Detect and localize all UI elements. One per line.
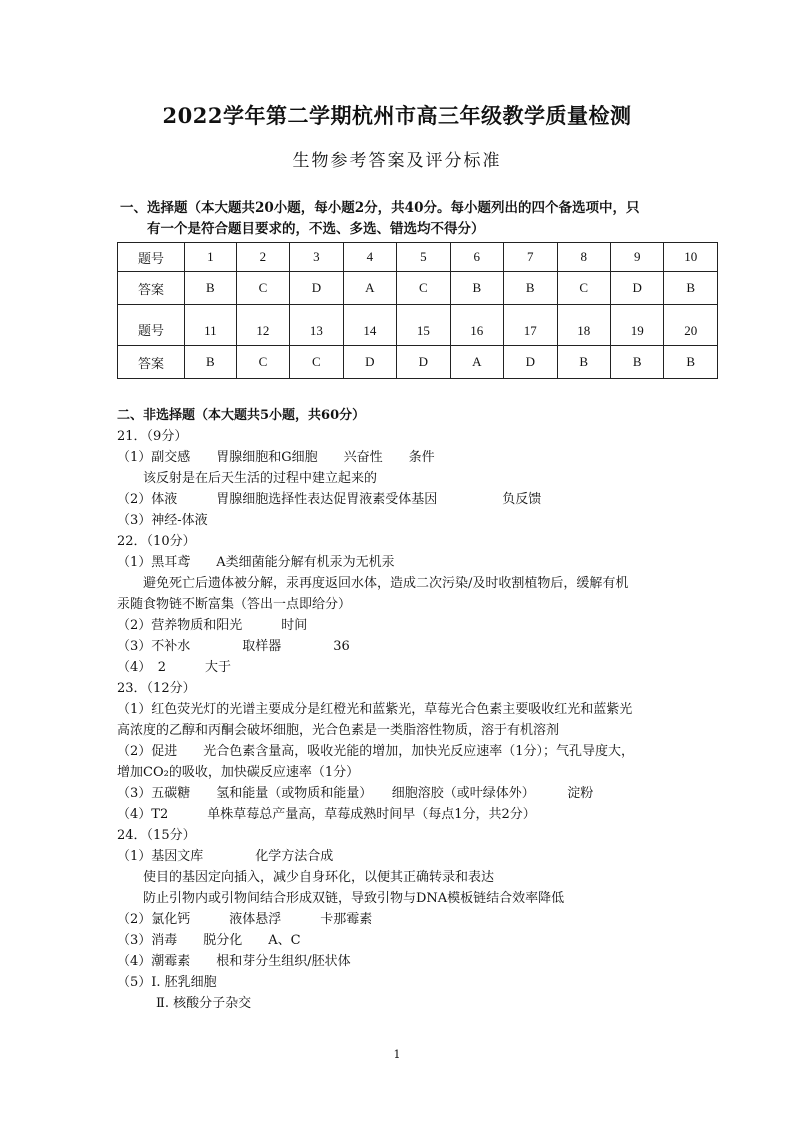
answer-line: 汞随食物链不断富集（答出一点即给分）: [117, 597, 352, 612]
answer-line: 22．（10分）: [117, 534, 196, 549]
answer-line: （3）不补水 取样器 36: [117, 639, 350, 654]
answer-line: 24．（15分）: [117, 828, 196, 843]
table-cell: D: [610, 272, 663, 305]
row-label: 题号: [118, 305, 185, 346]
section-1-heading: [120, 198, 690, 240]
table-cell: 2: [236, 243, 289, 272]
table-cell: B: [450, 272, 503, 305]
table-cell: D: [290, 272, 343, 305]
table-cell: B: [504, 272, 557, 305]
table-cell: 18: [557, 305, 610, 346]
answer-line: （2）体液 胃腺细胞选择性表达促胃液素受体基因 负反馈: [117, 492, 542, 507]
table-cell: D: [397, 346, 450, 379]
table-cell: C: [397, 272, 450, 305]
answer-line: （2）氯化钙 液体悬浮 卡那霉素: [117, 912, 373, 927]
table-cell: 13: [290, 305, 343, 346]
table-cell: 1: [185, 243, 237, 272]
table-cell: 5: [397, 243, 450, 272]
answer-line: （1）副交感 胃腺细胞和G细胞 兴奋性 条件: [117, 450, 435, 465]
answer-row-2: [118, 346, 718, 379]
answer-line: （5）Ⅰ. 胚乳细胞: [117, 975, 217, 990]
answer-line: 使目的基因定向插入，减少自身环化，以便其正确转录和表达: [117, 870, 495, 885]
answer-line: （1）黑耳鸢 A类细菌能分解有机汞为无机汞: [117, 555, 395, 570]
table-cell: C: [290, 346, 343, 379]
table-cell: 17: [504, 305, 557, 346]
answer-line: （2）促进 光合色素含量高，吸收光能的增加，加快光反应速率（1分）；气孔导度大，: [117, 744, 635, 759]
answer-line: 防止引物内或引物间结合形成双链，导致引物与DNA模板链结合效率降低: [117, 891, 565, 906]
table-cell: B: [610, 346, 663, 379]
answer-line: （4）T2 单株草莓总产量高，草莓成熟时间早（每点1分，共2分）: [117, 807, 536, 822]
answer-line: 避免死亡后遗体被分解，汞再度返回水体，造成二次污染/及时收割植物后，缓解有机: [117, 576, 629, 591]
answer-line: 增加CO₂的吸收，加快碳反应速率（1分）: [117, 765, 360, 780]
answer-line: 高浓度的乙醇和丙酮会破坏细胞，光合色素是一类脂溶性物质，溶于有机溶剂: [117, 723, 560, 738]
table-cell: 14: [343, 305, 396, 346]
answer-line: （2）营养物质和阳光 时间: [117, 618, 308, 633]
table-cell: D: [504, 346, 557, 379]
answer-row-1: [118, 272, 718, 305]
table-cell: 6: [450, 243, 503, 272]
answer-line: 23．（12分）: [117, 681, 196, 696]
answer-line: （1）基因文库 化学方法合成: [117, 849, 334, 864]
answer-line: （3）五碳糖 氢和能量（或物质和能量） 细胞溶胶（或叶绿体外） 淀粉: [117, 786, 594, 801]
table-cell: C: [236, 346, 289, 379]
table-cell: 19: [610, 305, 663, 346]
table-cell: 3: [290, 243, 343, 272]
table-cell: 9: [610, 243, 663, 272]
table-cell: B: [557, 346, 610, 379]
answer-line: Ⅱ. 核酸分子杂交: [117, 996, 252, 1011]
row-label: 答案: [118, 346, 185, 379]
question-number-row-1: [118, 243, 718, 272]
document-subtitle: 生物参考答案及评分标准: [292, 151, 502, 171]
table-cell: 10: [664, 243, 718, 272]
table-cell: 11: [185, 305, 237, 346]
table-cell: A: [450, 346, 503, 379]
table-cell: 12: [236, 305, 289, 346]
section-1-heading-line-1: 一、选择题（本大题共20小题，每小题2分，共40分。每小题列出的四个备选项中，只: [120, 200, 640, 216]
table-cell: 20: [664, 305, 718, 346]
answer-line: （3）神经-体液: [117, 513, 208, 528]
page-number: 1: [393, 1048, 401, 1061]
row-label: 答案: [118, 272, 185, 305]
document-title: 2022学年第二学期杭州市高三年级教学质量检测: [162, 103, 632, 128]
table-cell: 4: [343, 243, 396, 272]
answer-lines: [117, 426, 717, 1014]
table-cell: 7: [504, 243, 557, 272]
answer-table: [117, 242, 718, 379]
table-cell: 8: [557, 243, 610, 272]
table-cell: A: [343, 272, 396, 305]
answer-line: 21．（9分）: [117, 429, 188, 444]
row-label: 题号: [118, 243, 185, 272]
answer-line: （3）消毒 脱分化 A、C: [117, 933, 301, 948]
question-number-row-2: [118, 305, 718, 346]
table-cell: B: [185, 346, 237, 379]
section-2-heading: 二、非选择题（本大题共5小题，共60分）: [117, 408, 366, 423]
answer-line: （1）红色荧光灯的光谱主要成分是红橙光和蓝紫光，草莓光合色素主要吸收红光和蓝紫光: [117, 702, 633, 717]
table-cell: D: [343, 346, 396, 379]
table-cell: 15: [397, 305, 450, 346]
answer-line: 该反射是在后天生活的过程中建立起来的: [117, 471, 378, 486]
answer-line: （4） 2 大于: [117, 660, 232, 675]
section-2: [117, 405, 717, 1014]
table-cell: 16: [450, 305, 503, 346]
table-cell: C: [557, 272, 610, 305]
table-cell: B: [185, 272, 237, 305]
table-cell: B: [664, 272, 718, 305]
section-1-heading-line-2: 有一个是符合题目要求的，不选、多选、错选均不得分）: [147, 221, 485, 237]
table-cell: C: [236, 272, 289, 305]
table-cell: B: [664, 346, 718, 379]
answer-line: （4）潮霉素 根和芽分生组织/胚状体: [117, 954, 351, 969]
